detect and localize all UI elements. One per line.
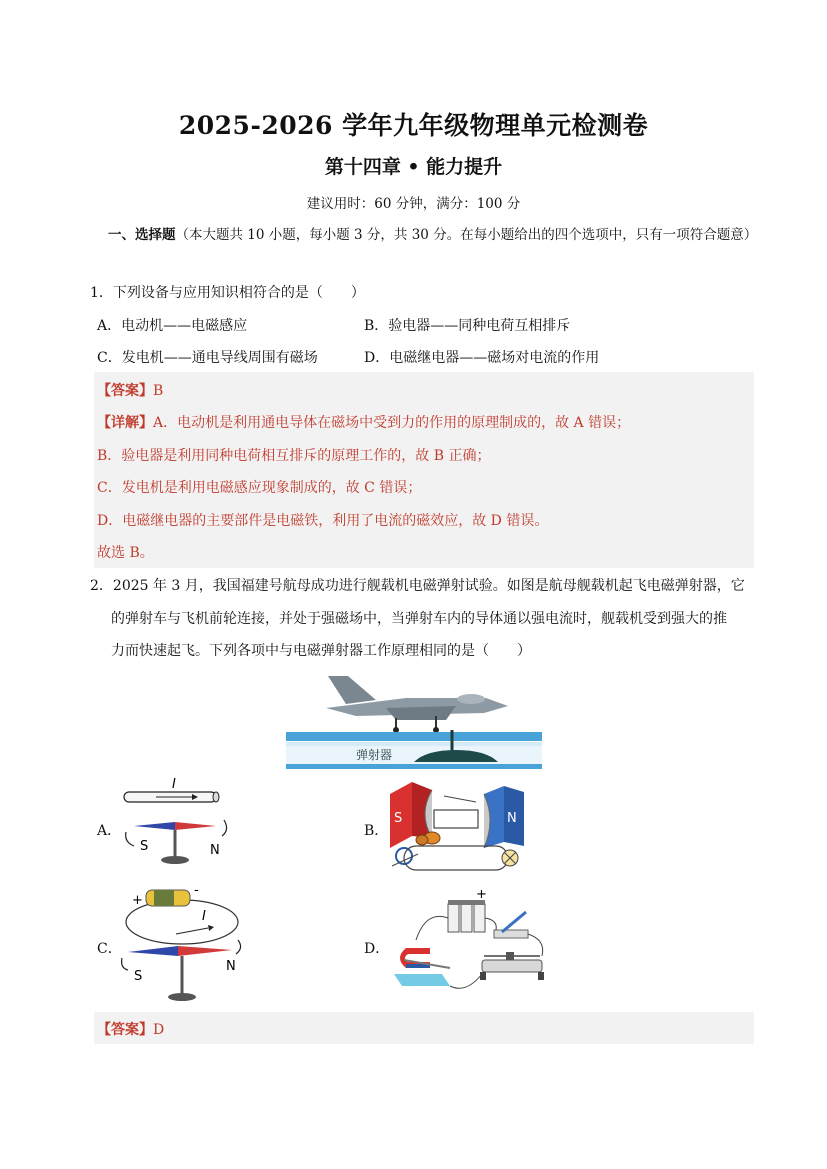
option-c-label: C． xyxy=(97,941,122,957)
question-2-stem-line: 的弹射车与飞机前轮连接，并处于强磁场中，当弹射车内的导体通以强电流时，舰载机受到强大的推 xyxy=(111,611,727,627)
s-label: S xyxy=(394,811,403,826)
chapter-subtitle: 第十四章 • 能力提升 xyxy=(324,156,503,178)
figure-a-oersted xyxy=(120,776,230,868)
question-1-detail-line: B．验电器是利用同种电荷相互排斥的原理工作的，故 B 正确； xyxy=(97,448,491,464)
section-description: （本大题共 10 小题，每小题 3 分，共 30 分。在每小题给出的四个选项中，只有一项符合题意） xyxy=(175,227,758,243)
answer-label: 【答案】 xyxy=(97,383,153,399)
question-2-answer xyxy=(97,1019,164,1039)
n-pole-label: N xyxy=(210,843,220,858)
s-pole-label: S xyxy=(140,839,149,854)
rheostat-icon xyxy=(480,952,544,980)
deck-top xyxy=(286,732,542,741)
answer-value: B xyxy=(153,383,164,399)
question-1-stem: 1．下列设备与应用知识相符合的是（ ） xyxy=(90,285,365,301)
current-label: I xyxy=(202,909,206,924)
question-1-option-a: A．电动机——电磁感应 xyxy=(97,318,248,334)
section-heading xyxy=(108,222,758,248)
needle-south xyxy=(128,946,178,956)
question-1-option-c: C．发电机——通电导线周围有磁场 xyxy=(97,350,318,366)
page-title: 2025-2026 学年九年级物理单元检测卷 xyxy=(178,111,649,140)
figure-b-generator xyxy=(384,776,530,880)
question-1-answer-box xyxy=(94,372,754,568)
question-1-detail-line: C．发电机是利用电磁感应现象制成的，故 C 错误； xyxy=(97,480,422,496)
plus-label: + xyxy=(476,890,487,902)
n-label: N xyxy=(507,811,517,826)
option-d-label: D． xyxy=(364,941,390,957)
question-2-stem-line: 2．2025 年 3 月，我国福建号航母成功进行舰载机电磁弹射试验。如图是航母舰载机起飞电磁弹射器，它 xyxy=(90,578,745,594)
switch-icon xyxy=(494,912,528,938)
question-1-detail-line: D．电磁继电器的主要部件是电磁铁，利用了电流的磁效应，故 D 错误。 xyxy=(97,513,549,529)
figure-c-current-loop xyxy=(120,884,246,1010)
question-2-answer-box xyxy=(94,1012,754,1044)
plus-label: + xyxy=(132,893,143,908)
needle-north xyxy=(178,946,232,956)
exam-info: 建议用时：60 分钟，满分：100 分 xyxy=(306,196,521,212)
question-1-option-b: B．验电器——同种电荷互相排斥 xyxy=(364,318,571,334)
battery-icon xyxy=(448,900,485,932)
fighter-jet-icon xyxy=(326,676,508,733)
option-b-label: B． xyxy=(364,823,389,839)
question-1-detail-line xyxy=(97,412,630,432)
catapult-label: 弹射器 xyxy=(356,748,393,762)
option-a-label: A． xyxy=(97,823,122,839)
n-pole-label: N xyxy=(226,959,236,974)
minus-label: - xyxy=(194,884,199,898)
question-1-option-d: D．电磁继电器——磁场对电流的作用 xyxy=(364,350,600,366)
current-label: I xyxy=(172,777,176,792)
detail-text: A．电动机是利用通电导体在磁场中受到力的作用的原理制成的，故 A 错误； xyxy=(153,415,631,431)
s-pole-label: S xyxy=(134,969,143,984)
needle-north xyxy=(175,822,216,830)
horseshoe-magnet-icon xyxy=(400,948,430,968)
catapult-figure xyxy=(286,668,542,772)
question-1-answer xyxy=(97,380,163,400)
question-2-stem-line: 力而快速起飞。下列各项中与电磁弹射器工作原理相同的是（ ） xyxy=(111,643,531,659)
detail-label: 【详解】 xyxy=(97,415,153,431)
needle-south xyxy=(134,822,175,830)
deck-bottom xyxy=(286,764,542,769)
question-1-detail-line: 故选 B。 xyxy=(97,545,154,561)
answer-label: 【答案】 xyxy=(97,1022,153,1038)
answer-value: D xyxy=(153,1022,165,1038)
figure-d-motor-principle xyxy=(386,890,552,1000)
section-title: 一、选择题 xyxy=(108,227,176,243)
